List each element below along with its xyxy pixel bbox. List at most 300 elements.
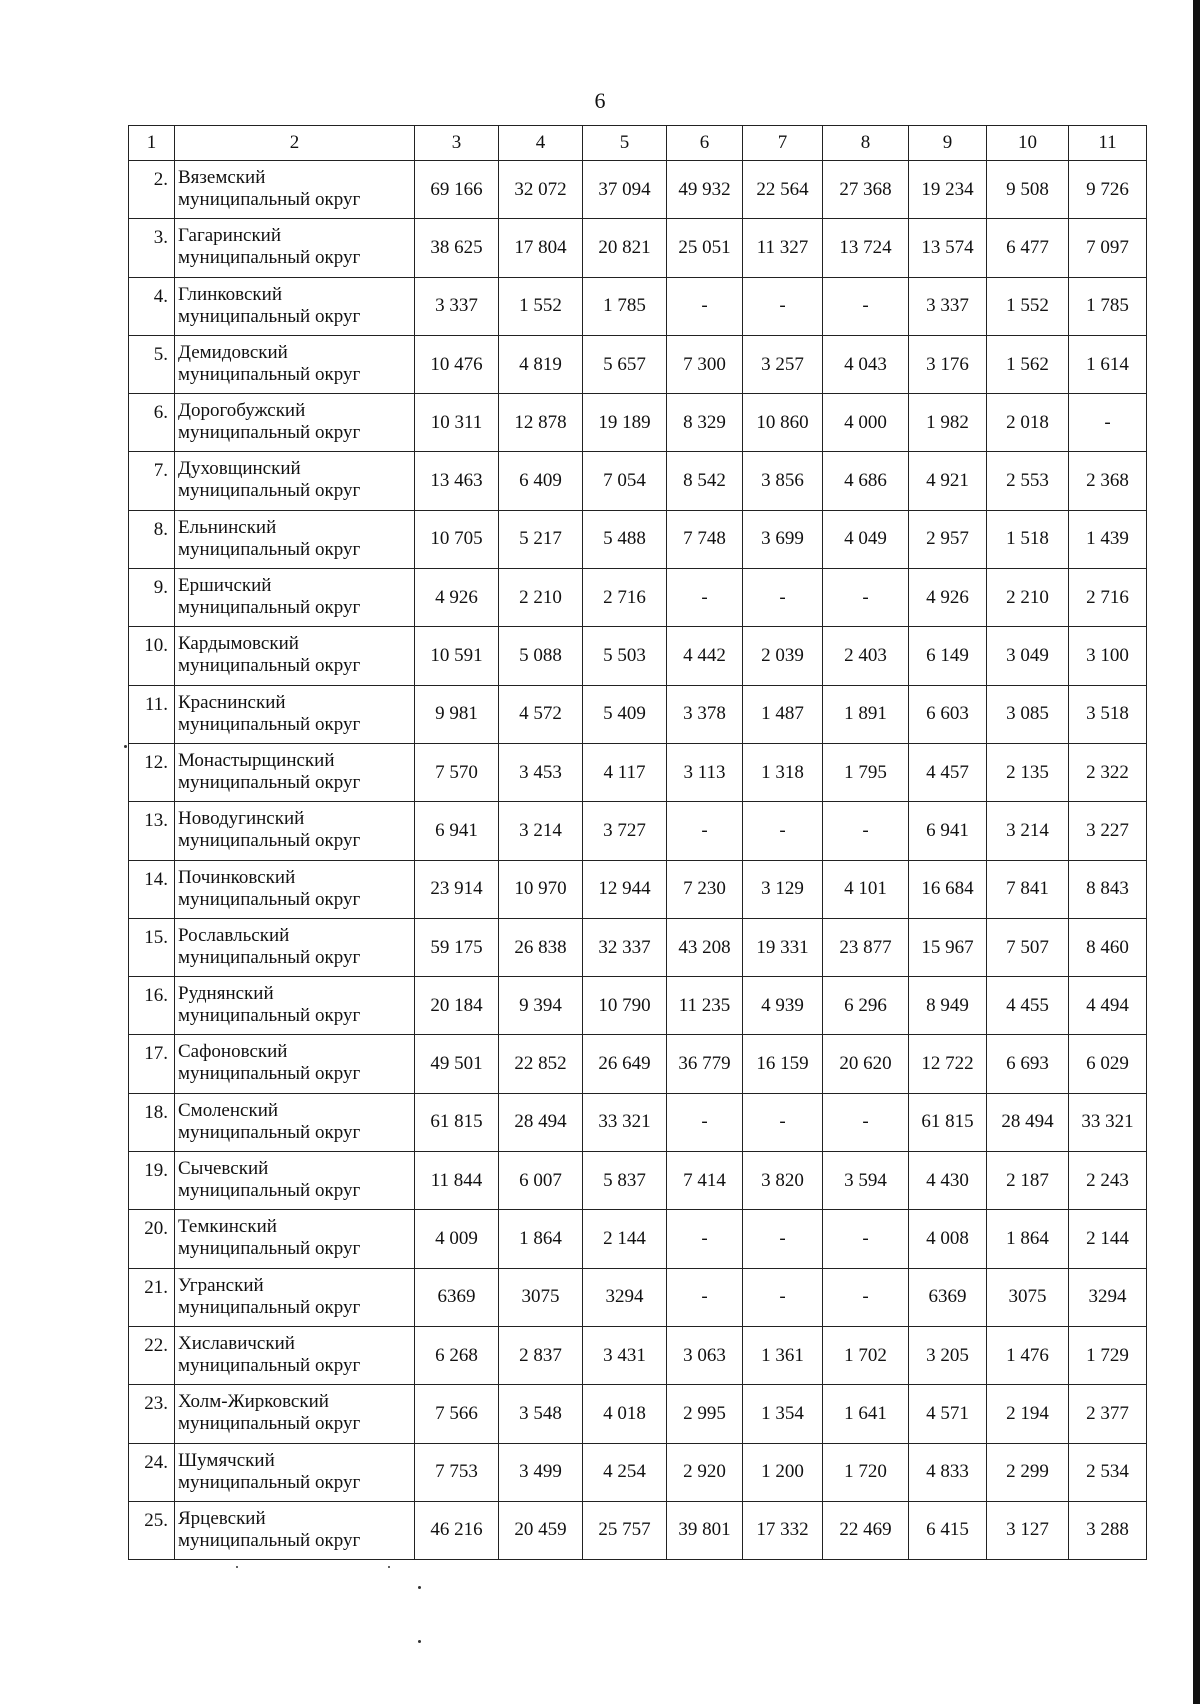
value-cell: 39 801 xyxy=(667,1501,743,1559)
district-type: муниципальный округ xyxy=(178,422,361,444)
value-cell: 6 941 xyxy=(909,802,987,860)
table-row xyxy=(129,335,1147,393)
district-name-cell xyxy=(175,394,415,452)
value-cell: 5 503 xyxy=(583,627,667,685)
table-row xyxy=(129,394,1147,452)
header-cell: 8 xyxy=(823,126,909,161)
district-name: Краснинский xyxy=(178,691,286,713)
value-cell: 19 331 xyxy=(743,918,823,976)
value-cell: 7 414 xyxy=(667,1152,743,1210)
district-name-cell xyxy=(175,1443,415,1501)
value-cell: 10 476 xyxy=(415,335,499,393)
district-name: Угранский xyxy=(178,1274,264,1296)
value-cell: 4 008 xyxy=(909,1210,987,1268)
row-index: 23. xyxy=(129,1385,175,1443)
district-type: муниципальный округ xyxy=(178,1005,361,1027)
header-cell: 5 xyxy=(583,126,667,161)
district-type: муниципальный округ xyxy=(178,713,361,735)
value-cell: 59 175 xyxy=(415,918,499,976)
value-cell: 2 716 xyxy=(1069,569,1147,627)
value-cell: 3 727 xyxy=(583,802,667,860)
value-cell: 33 321 xyxy=(583,1093,667,1151)
district-name: Демидовский xyxy=(178,341,288,363)
value-cell: 10 970 xyxy=(499,860,583,918)
value-cell: 46 216 xyxy=(415,1501,499,1559)
value-cell: 3 100 xyxy=(1069,627,1147,685)
value-cell: 25 051 xyxy=(667,219,743,277)
value-cell: 3 518 xyxy=(1069,685,1147,743)
value-cell: 16 684 xyxy=(909,860,987,918)
value-cell: 6 007 xyxy=(499,1152,583,1210)
district-type: муниципальный округ xyxy=(178,1413,361,1435)
value-cell: 4 926 xyxy=(415,569,499,627)
value-cell: - xyxy=(743,1268,823,1326)
row-index: 8. xyxy=(129,510,175,568)
value-cell: 6 603 xyxy=(909,685,987,743)
value-cell: 8 843 xyxy=(1069,860,1147,918)
district-name: Ярцевский xyxy=(178,1507,266,1529)
table-row xyxy=(129,685,1147,743)
value-cell: 28 494 xyxy=(987,1093,1069,1151)
value-cell: 7 097 xyxy=(1069,219,1147,277)
district-name-cell xyxy=(175,569,415,627)
value-cell: 49 932 xyxy=(667,161,743,219)
district-type: муниципальный округ xyxy=(178,1296,361,1318)
header-cell: 10 xyxy=(987,126,1069,161)
value-cell: 8 949 xyxy=(909,977,987,1035)
value-cell: - xyxy=(667,1093,743,1151)
district-type: муниципальный округ xyxy=(178,655,361,677)
value-cell: 4 117 xyxy=(583,743,667,801)
value-cell: 2 018 xyxy=(987,394,1069,452)
header-cell: 9 xyxy=(909,126,987,161)
value-cell: 1 785 xyxy=(583,277,667,335)
value-cell: 3 214 xyxy=(499,802,583,860)
value-cell: 8 329 xyxy=(667,394,743,452)
value-cell: 3294 xyxy=(1069,1268,1147,1326)
value-cell: 1 729 xyxy=(1069,1326,1147,1384)
header-row xyxy=(129,126,1147,161)
value-cell: 4 457 xyxy=(909,743,987,801)
value-cell: 11 235 xyxy=(667,977,743,1035)
header-cell: 1 xyxy=(129,126,175,161)
value-cell: 12 722 xyxy=(909,1035,987,1093)
district-name-cell xyxy=(175,977,415,1035)
value-cell: 20 821 xyxy=(583,219,667,277)
value-cell: 12 878 xyxy=(499,394,583,452)
district-type: муниципальный округ xyxy=(178,247,361,269)
district-name-cell xyxy=(175,277,415,335)
value-cell: 1 641 xyxy=(823,1385,909,1443)
district-name-cell xyxy=(175,1268,415,1326)
district-name-cell xyxy=(175,510,415,568)
value-cell: 6 149 xyxy=(909,627,987,685)
row-index: 18. xyxy=(129,1093,175,1151)
value-cell: 27 368 xyxy=(823,161,909,219)
value-cell: 3 594 xyxy=(823,1152,909,1210)
value-cell: - xyxy=(667,569,743,627)
district-type: муниципальный округ xyxy=(178,538,361,560)
value-cell: 3 337 xyxy=(909,277,987,335)
value-cell: 1 982 xyxy=(909,394,987,452)
value-cell: 11 844 xyxy=(415,1152,499,1210)
district-name-cell xyxy=(175,802,415,860)
table-row xyxy=(129,1326,1147,1384)
district-name: Хиславичский xyxy=(178,1332,295,1354)
value-cell: 3 063 xyxy=(667,1326,743,1384)
value-cell: 3 176 xyxy=(909,335,987,393)
table-row xyxy=(129,452,1147,510)
value-cell: 38 625 xyxy=(415,219,499,277)
row-index: 7. xyxy=(129,452,175,510)
value-cell: - xyxy=(667,277,743,335)
table-row xyxy=(129,860,1147,918)
table-row xyxy=(129,1035,1147,1093)
value-cell: - xyxy=(667,1210,743,1268)
value-cell: 3 085 xyxy=(987,685,1069,743)
row-index: 22. xyxy=(129,1326,175,1384)
value-cell: - xyxy=(743,802,823,860)
value-cell: 5 088 xyxy=(499,627,583,685)
value-cell: 10 860 xyxy=(743,394,823,452)
row-index: 11. xyxy=(129,685,175,743)
value-cell: - xyxy=(823,569,909,627)
district-name: Духовщинский xyxy=(178,458,301,480)
scan-edge-shadow xyxy=(1193,0,1200,1704)
value-cell: - xyxy=(823,1210,909,1268)
district-type: муниципальный округ xyxy=(178,1063,361,1085)
value-cell: 9 726 xyxy=(1069,161,1147,219)
row-index: 10. xyxy=(129,627,175,685)
value-cell: 1 318 xyxy=(743,743,823,801)
value-cell: 3 453 xyxy=(499,743,583,801)
value-cell: 3 820 xyxy=(743,1152,823,1210)
district-name-cell xyxy=(175,685,415,743)
header-cell: 2 xyxy=(175,126,415,161)
value-cell: 11 327 xyxy=(743,219,823,277)
value-cell: 2 210 xyxy=(987,569,1069,627)
district-type: муниципальный округ xyxy=(178,189,361,210)
value-cell: 1 476 xyxy=(987,1326,1069,1384)
value-cell: 1 614 xyxy=(1069,335,1147,393)
value-cell: 3075 xyxy=(987,1268,1069,1326)
value-cell: 7 566 xyxy=(415,1385,499,1443)
header-cell: 11 xyxy=(1069,126,1147,161)
value-cell: 9 981 xyxy=(415,685,499,743)
value-cell: 20 620 xyxy=(823,1035,909,1093)
value-cell: 13 574 xyxy=(909,219,987,277)
district-name: Новодугинский xyxy=(178,808,305,830)
district-name-cell xyxy=(175,452,415,510)
value-cell: 3 129 xyxy=(743,860,823,918)
value-cell: 2 144 xyxy=(583,1210,667,1268)
value-cell: 3 227 xyxy=(1069,802,1147,860)
district-name: Сафоновский xyxy=(178,1041,288,1063)
table-row xyxy=(129,627,1147,685)
district-name-cell xyxy=(175,1385,415,1443)
table-row xyxy=(129,743,1147,801)
row-index: 9. xyxy=(129,569,175,627)
value-cell: 12 944 xyxy=(583,860,667,918)
value-cell: 23 914 xyxy=(415,860,499,918)
district-name: Кардымовский xyxy=(178,633,299,655)
page-number: 6 xyxy=(594,88,606,113)
value-cell: 1 720 xyxy=(823,1443,909,1501)
district-name: Шумячский xyxy=(178,1449,275,1471)
value-cell: 6 941 xyxy=(415,802,499,860)
district-type: муниципальный округ xyxy=(178,597,361,619)
value-cell: 5 409 xyxy=(583,685,667,743)
value-cell: 26 838 xyxy=(499,918,583,976)
row-index: 24. xyxy=(129,1443,175,1501)
value-cell: 13 463 xyxy=(415,452,499,510)
district-type: муниципальный округ xyxy=(178,830,361,852)
value-cell: 3 378 xyxy=(667,685,743,743)
value-cell: 1 552 xyxy=(987,277,1069,335)
value-cell: - xyxy=(823,1093,909,1151)
value-cell: - xyxy=(823,1268,909,1326)
value-cell: 2 837 xyxy=(499,1326,583,1384)
value-cell: - xyxy=(823,802,909,860)
value-cell: 3 856 xyxy=(743,452,823,510)
value-cell: - xyxy=(743,1093,823,1151)
value-cell: 7 054 xyxy=(583,452,667,510)
district-name-cell xyxy=(175,1326,415,1384)
value-cell: 4 494 xyxy=(1069,977,1147,1035)
value-cell: 2 377 xyxy=(1069,1385,1147,1443)
district-type: муниципальный округ xyxy=(178,1180,361,1202)
value-cell: 7 300 xyxy=(667,335,743,393)
district-name: Монастырщинский xyxy=(178,749,335,771)
value-cell: 4 101 xyxy=(823,860,909,918)
value-cell: 1 361 xyxy=(743,1326,823,1384)
value-cell: 32 072 xyxy=(499,161,583,219)
district-name-cell xyxy=(175,219,415,277)
table-row xyxy=(129,510,1147,568)
value-cell: 8 542 xyxy=(667,452,743,510)
district-name-cell xyxy=(175,335,415,393)
value-cell: 1 354 xyxy=(743,1385,823,1443)
value-cell: 4 049 xyxy=(823,510,909,568)
table-row xyxy=(129,1152,1147,1210)
value-cell: 3 699 xyxy=(743,510,823,568)
district-type: муниципальный округ xyxy=(178,363,361,385)
data-table xyxy=(128,125,1147,1560)
value-cell: 4 254 xyxy=(583,1443,667,1501)
value-cell: 17 804 xyxy=(499,219,583,277)
value-cell: 4 833 xyxy=(909,1443,987,1501)
value-cell: 3 113 xyxy=(667,743,743,801)
row-index: 25. xyxy=(129,1501,175,1559)
value-cell: 61 815 xyxy=(909,1093,987,1151)
table-row xyxy=(129,277,1147,335)
district-type: муниципальный округ xyxy=(178,480,361,502)
table-row xyxy=(129,569,1147,627)
value-cell: 4 572 xyxy=(499,685,583,743)
district-type: муниципальный округ xyxy=(178,946,361,968)
district-type: муниципальный округ xyxy=(178,1529,361,1551)
value-cell: 7 748 xyxy=(667,510,743,568)
row-index: 3. xyxy=(129,219,175,277)
value-cell: 1 795 xyxy=(823,743,909,801)
value-cell: 4 000 xyxy=(823,394,909,452)
value-cell: 3075 xyxy=(499,1268,583,1326)
table-row xyxy=(129,1501,1147,1559)
value-cell: 69 166 xyxy=(415,161,499,219)
value-cell: 4 442 xyxy=(667,627,743,685)
district-type: муниципальный округ xyxy=(178,888,361,910)
value-cell: 17 332 xyxy=(743,1501,823,1559)
district-name-cell xyxy=(175,1501,415,1559)
value-cell: 1 487 xyxy=(743,685,823,743)
row-index: 15. xyxy=(129,918,175,976)
value-cell: 2 995 xyxy=(667,1385,743,1443)
value-cell: 4 009 xyxy=(415,1210,499,1268)
value-cell: 19 189 xyxy=(583,394,667,452)
value-cell: 26 649 xyxy=(583,1035,667,1093)
district-name-cell xyxy=(175,1152,415,1210)
value-cell: 1 864 xyxy=(987,1210,1069,1268)
value-cell: 49 501 xyxy=(415,1035,499,1093)
value-cell: 2 553 xyxy=(987,452,1069,510)
district-name-cell xyxy=(175,918,415,976)
value-cell: 6 296 xyxy=(823,977,909,1035)
table-row xyxy=(129,1093,1147,1151)
value-cell: 2 957 xyxy=(909,510,987,568)
value-cell: 3294 xyxy=(583,1268,667,1326)
value-cell: 37 094 xyxy=(583,161,667,219)
table-row xyxy=(129,1268,1147,1326)
value-cell: 4 939 xyxy=(743,977,823,1035)
value-cell: 1 702 xyxy=(823,1326,909,1384)
district-name: Рославльский xyxy=(178,924,290,946)
row-index: 16. xyxy=(129,977,175,1035)
value-cell: 1 785 xyxy=(1069,277,1147,335)
value-cell: 4 926 xyxy=(909,569,987,627)
value-cell: 10 705 xyxy=(415,510,499,568)
row-index: 13. xyxy=(129,802,175,860)
district-type: муниципальный округ xyxy=(178,1471,361,1493)
district-name-cell xyxy=(175,860,415,918)
district-type: муниципальный округ xyxy=(178,305,361,327)
district-name: Сычевский xyxy=(178,1158,269,1180)
district-type: муниципальный округ xyxy=(178,1354,361,1376)
district-name: Руднянский xyxy=(178,983,274,1005)
value-cell: 6 415 xyxy=(909,1501,987,1559)
row-index: 17. xyxy=(129,1035,175,1093)
value-cell: 13 724 xyxy=(823,219,909,277)
table-row xyxy=(129,1443,1147,1501)
district-name: Гагаринский xyxy=(178,225,282,247)
value-cell: 10 790 xyxy=(583,977,667,1035)
value-cell: 3 499 xyxy=(499,1443,583,1501)
value-cell: 2 039 xyxy=(743,627,823,685)
value-cell: 2 403 xyxy=(823,627,909,685)
row-index: 6. xyxy=(129,394,175,452)
row-index: 19. xyxy=(129,1152,175,1210)
value-cell: - xyxy=(823,277,909,335)
value-cell: 43 208 xyxy=(667,918,743,976)
table-row xyxy=(129,161,1147,219)
row-index: 5. xyxy=(129,335,175,393)
header-cell: 3 xyxy=(415,126,499,161)
header-cell: 6 xyxy=(667,126,743,161)
value-cell: 2 716 xyxy=(583,569,667,627)
value-cell: 23 877 xyxy=(823,918,909,976)
value-cell: 2 368 xyxy=(1069,452,1147,510)
value-cell: 7 507 xyxy=(987,918,1069,976)
value-cell: 1 518 xyxy=(987,510,1069,568)
table-row xyxy=(129,977,1147,1035)
value-cell: 16 159 xyxy=(743,1035,823,1093)
value-cell: 1 552 xyxy=(499,277,583,335)
header-cell: 4 xyxy=(499,126,583,161)
district-name: Смоленский xyxy=(178,1099,279,1121)
table-row xyxy=(129,1385,1147,1443)
value-cell: 7 841 xyxy=(987,860,1069,918)
value-cell: 4 819 xyxy=(499,335,583,393)
value-cell: 2 194 xyxy=(987,1385,1069,1443)
value-cell: 5 488 xyxy=(583,510,667,568)
value-cell: 2 135 xyxy=(987,743,1069,801)
district-type: муниципальный округ xyxy=(178,1238,361,1260)
value-cell: 6 029 xyxy=(1069,1035,1147,1093)
value-cell: - xyxy=(667,1268,743,1326)
value-cell: 4 686 xyxy=(823,452,909,510)
table-row xyxy=(129,918,1147,976)
value-cell: 10 311 xyxy=(415,394,499,452)
value-cell: 1 562 xyxy=(987,335,1069,393)
value-cell: 2 299 xyxy=(987,1443,1069,1501)
value-cell: 22 852 xyxy=(499,1035,583,1093)
value-cell: 22 564 xyxy=(743,161,823,219)
district-name: Темкинский xyxy=(178,1216,277,1238)
value-cell: 5 217 xyxy=(499,510,583,568)
value-cell: 7 570 xyxy=(415,743,499,801)
value-cell: 6 409 xyxy=(499,452,583,510)
value-cell: 19 234 xyxy=(909,161,987,219)
value-cell: 2 322 xyxy=(1069,743,1147,801)
district-name: Ельнинский xyxy=(178,516,277,538)
value-cell: 25 757 xyxy=(583,1501,667,1559)
value-cell: 28 494 xyxy=(499,1093,583,1151)
value-cell: 3 127 xyxy=(987,1501,1069,1559)
value-cell: 2 144 xyxy=(1069,1210,1147,1268)
district-name-cell xyxy=(175,743,415,801)
value-cell: 9 394 xyxy=(499,977,583,1035)
district-type: муниципальный округ xyxy=(178,1121,361,1143)
value-cell: 3 337 xyxy=(415,277,499,335)
value-cell: 33 321 xyxy=(1069,1093,1147,1151)
value-cell: 32 337 xyxy=(583,918,667,976)
value-cell: 6 477 xyxy=(987,219,1069,277)
value-cell: 6369 xyxy=(909,1268,987,1326)
district-name-cell xyxy=(175,1210,415,1268)
table-body xyxy=(129,161,1147,1560)
value-cell: 2 243 xyxy=(1069,1152,1147,1210)
value-cell: 1 891 xyxy=(823,685,909,743)
table-row xyxy=(129,219,1147,277)
district-name: Дорогобужский xyxy=(178,400,306,422)
value-cell: 7 753 xyxy=(415,1443,499,1501)
value-cell: 6 268 xyxy=(415,1326,499,1384)
value-cell: 7 230 xyxy=(667,860,743,918)
value-cell: 4 043 xyxy=(823,335,909,393)
value-cell: 1 200 xyxy=(743,1443,823,1501)
district-name-cell xyxy=(175,1093,415,1151)
value-cell: 15 967 xyxy=(909,918,987,976)
district-name: Холм-Жирковский xyxy=(178,1391,329,1413)
